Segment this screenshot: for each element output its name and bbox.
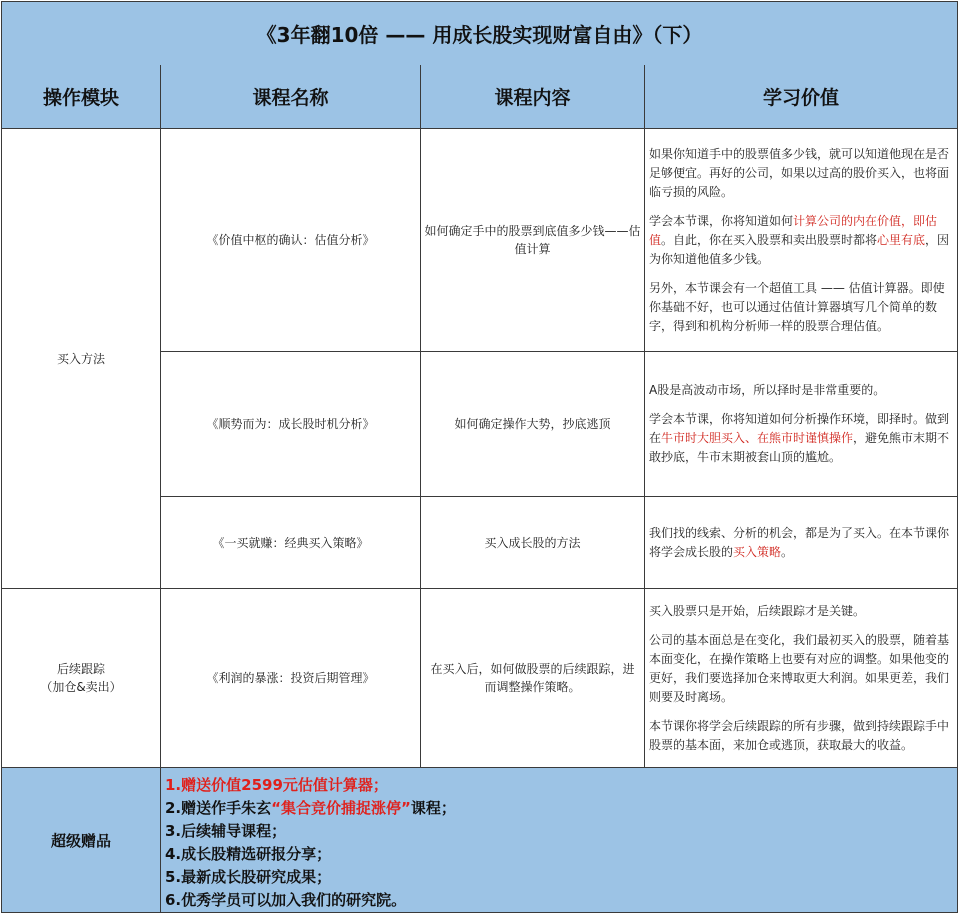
course-content-2 bbox=[421, 352, 645, 497]
header-course-content: 课程内容 bbox=[421, 65, 645, 129]
highlight-text: 心里有底 bbox=[877, 232, 926, 247]
course-name-4 bbox=[161, 589, 421, 768]
learning-value-2 bbox=[645, 352, 957, 497]
gift-item: 3.后续辅导课程； bbox=[165, 822, 287, 840]
learning-value-3 bbox=[645, 497, 957, 589]
course-name-text: 《价值中枢的确认：估值分析》 bbox=[206, 233, 375, 247]
course-content-3 bbox=[421, 497, 645, 589]
module-follow-sublabel: （加仓&卖出） bbox=[40, 680, 122, 694]
gift-item: 1.赠送价值2599元估值计算器； bbox=[165, 776, 388, 794]
course-content-text: 如何确定操作大势，抄底逃顶 bbox=[454, 417, 611, 431]
course-name-1 bbox=[161, 129, 421, 352]
gift-item: 5.最新成长股研究成果； bbox=[165, 868, 332, 886]
value-paragraph: 如果你知道手中的股票值多少钱，就可以知道他现在是否足够便宜。再好的公司，如果以过高的股价买入，也将面临亏损的风险。 bbox=[649, 146, 950, 199]
course-table bbox=[1, 1, 958, 913]
page-title: 《3年翻10倍 —— 用成长股实现财富自由》（下） bbox=[2, 2, 957, 66]
course-name-text: 《利润的暴涨：投资后期管理》 bbox=[206, 671, 375, 685]
value-paragraph: 学会本节课，你将知道如何计算公司的内在价值，即估值。自此，你在买入股票和卖出股票时都将心里有底，因为你知道他值多少钱。 bbox=[649, 213, 950, 266]
module-buy bbox=[2, 129, 161, 589]
gifts-list bbox=[161, 768, 957, 912]
header-course-name: 课程名称 bbox=[161, 65, 421, 129]
course-name-text: 《顺势而为：成长股时机分析》 bbox=[206, 417, 375, 431]
course-content-text: 在买入后，如何做股票的后续跟踪，进而调整操作策略。 bbox=[430, 662, 635, 694]
course-content-4 bbox=[421, 589, 645, 768]
module-follow bbox=[2, 589, 161, 768]
value-paragraph: A股是高波动市场，所以择时是非常重要的。 bbox=[649, 383, 886, 397]
gift-item: 6.优秀学员可以加入我们的研究院。 bbox=[165, 891, 407, 909]
value-paragraph: 本节课你将学会后续跟踪的所有步骤，做到持续跟踪手中股票的基本面，来加仓或逃顶，获取最大的收益。 bbox=[649, 718, 950, 752]
learning-value-4 bbox=[645, 589, 957, 768]
course-name-3 bbox=[161, 497, 421, 589]
header-learning-value: 学习价值 bbox=[645, 65, 957, 129]
module-buy-label: 买入方法 bbox=[56, 351, 105, 366]
gift-item: 4.成长股精选研报分享； bbox=[165, 845, 332, 863]
gift-item: 2.赠送作手朱玄“集合竞价捕捉涨停”课程； bbox=[165, 799, 456, 817]
value-paragraph: 公司的基本面总是在变化，我们最初买入的股票，随着基本面变化，在操作策略上也要有对应的调整。如果他变的更好，我们要选择加仓来博取更大利润。如果更差，我们则要及时离场。 bbox=[649, 632, 950, 704]
course-content-text: 买入成长股的方法 bbox=[484, 535, 581, 550]
module-follow-label: 后续跟踪 bbox=[56, 662, 105, 676]
learning-value-1 bbox=[645, 129, 957, 352]
course-content-1 bbox=[421, 129, 645, 352]
value-paragraph: 学会本节课，你将知道如何分析操作环境，即择时。做到在牛市时大胆买入、在熊市时谨慎操作，避免熊市末期不敢抄底，牛市末期被套山顶的尴尬。 bbox=[649, 412, 950, 464]
value-paragraph: 买入股票只是开始，后续跟踪才是关键。 bbox=[649, 603, 866, 618]
course-name-text: 《一买就赚：经典买入策略》 bbox=[212, 535, 369, 550]
gifts-label: 超级赠品 bbox=[2, 768, 161, 912]
course-name-2 bbox=[161, 352, 421, 497]
value-paragraph: 我们找的线索、分析的机会，都是为了买入。在本节课你将学会成长股的买入策略。 bbox=[649, 525, 950, 559]
highlight-text: “集合竞价捕捉涨停” bbox=[271, 799, 411, 817]
course-content-text: 如何确定手中的股票到底值多少钱——估值计算 bbox=[424, 224, 641, 256]
highlight-text: 买入策略 bbox=[733, 544, 782, 559]
highlight-text: 牛市时大胆买入、在熊市时谨慎操作 bbox=[661, 431, 854, 445]
header-module: 操作模块 bbox=[2, 65, 161, 129]
highlight-text: 计算公司的内在价值，即估值 bbox=[649, 213, 938, 247]
value-paragraph: 另外，本节课会有一个超值工具 —— 估值计算器。即使你基础不好，也可以通过估值计算器填写几个简单的数字，得到和机构分析师一样的股票合理估值。 bbox=[649, 280, 945, 333]
